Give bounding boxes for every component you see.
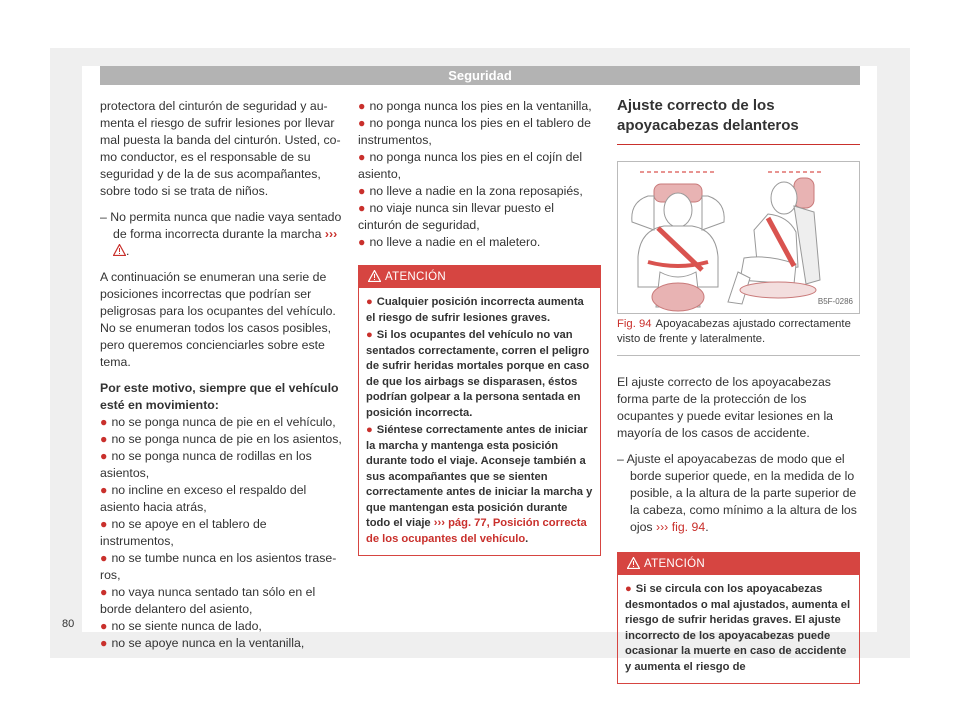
list-item: ● no vaya nunca sentado tan sólo en el borde delantero del asiento, [100, 585, 316, 616]
page-number: 80 [62, 618, 75, 630]
list-item: ● no lleve a nadie en el maletero. [358, 235, 541, 249]
warning-box [358, 265, 601, 556]
list-item: ● no se ponga nunca de rodillas en los asientos, [100, 449, 312, 480]
warning-title: ATENCIÓN [644, 558, 705, 570]
instruction-text: No permita nunca que nadie vaya sentado de forma incorrecta durante la marcha [110, 210, 342, 241]
warning-header [618, 553, 859, 575]
figure-code: B5F-0286 [817, 297, 853, 306]
warning-icon [627, 557, 640, 569]
list-item: ● no ponga nunca los pies en la ventanilla, [358, 99, 592, 113]
column-1 [100, 98, 343, 652]
list-item: ● no lleve a nadie en la zona reposapiés, [358, 184, 583, 198]
headrest-figure [617, 161, 860, 314]
warning-icon [368, 270, 381, 282]
instruction-item: – No permita nunca que nadie vaya sentado de forma incorrecta durante la marcha ››› . [100, 210, 342, 258]
list-item: ● no ponga nunca los pies en el cojín del asiento, [358, 150, 583, 181]
list-item: ● no ponga nunca los pies en el tablero de instrumentos, [358, 116, 591, 147]
list-item: ● no se siente nunca de lado, [100, 619, 262, 633]
warning-body [618, 575, 859, 683]
list-item: ● no incline en exceso el respaldo del asiento hacia atrás, [100, 483, 307, 514]
section-title: Ajuste correcto de los apoyacabezas delanteros [617, 96, 860, 145]
column-3 [617, 98, 860, 684]
headrest-illustration [618, 162, 859, 313]
page-reference-link[interactable]: ››› pág. 77, Posición correcta de los ocupantes del vehículo [366, 517, 587, 545]
warning-title: ATENCIÓN [385, 271, 446, 283]
list-item: ● no se ponga nunca de pie en el vehículo, [100, 415, 336, 429]
bullet-list [100, 414, 343, 652]
list-item: ● no viaje nunca sin llevar puesto el cinturón de seguridad, [358, 201, 555, 232]
reference-arrow[interactable]: ››› [324, 227, 338, 241]
section-header: Seguridad [100, 66, 860, 85]
instruction-item: – Ajuste el apoyacabezas de modo que el borde superior quede, en la medida de lo posible, a la altura de la parte superior de la cabeza, como mínimo a la altura de los ojos ››› fig. 94. [617, 452, 857, 534]
warning-body [359, 288, 600, 555]
list-item: ● no se apoye nunca en la ventanilla, [100, 636, 305, 650]
figure-reference-link[interactable]: ››› fig. 94 [655, 520, 706, 534]
figure-caption: Fig. 94 Apoyacabezas ajustado correctamente visto de frente y lateralmente. [617, 317, 860, 356]
warning-icon[interactable] [113, 244, 126, 256]
warning-box [617, 552, 860, 684]
column-2 [358, 98, 601, 556]
warning-item: ● Si se circula con los apoyacabezas desmontados o mal ajustados, aumenta el riesgo de sufrir heridas graves. El ajuste incorrecto de los apoyacabezas puede ocasionar la muerte en caso de accidente y aumenta el riesgo de [625, 583, 851, 673]
list-item: ● no se apoye en el tablero de instrumentos, [100, 517, 267, 548]
warning-item: ● Si los ocupantes del vehículo no van sentados correctamente, corren el peligro de sufrir heridas mortales porque en caso de que los airbags se disparasen, éstos podrían golpear a la persona sentada en posición incorrecta. [366, 329, 590, 419]
bullet-list [358, 98, 601, 251]
paragraph-bold: Por este motivo, siempre que el vehículo esté en movimiento: [100, 381, 339, 412]
paragraph: El ajuste correcto de los apoyacabezas forma parte de la protección de los ocupantes y puede evitar lesiones en la mayoría de los casos de accidente. [617, 375, 834, 440]
paragraph: protectora del cinturón de seguridad y aumenta el riesgo de sufrir lesiones por llevar mal puesta la banda del cinturón. Usted, como conductor, es el responsable de su seguridad y de la de sus acompañantes, sobre todo si se trata de niños. [100, 99, 341, 198]
list-item: ● no se tumbe nunca en los asientos traseros, [100, 551, 337, 582]
paragraph: A continuación se enumeran una serie de posiciones incorrectas que podrían ser peligrosas para los ocupantes del vehículo. No se enumeran todos los casos posibles, pero queremos concienciarles sobre este tema. [100, 270, 336, 369]
list-item: ● no se ponga nunca de pie en los asientos, [100, 432, 342, 446]
warning-item: ● Siéntese correctamente antes de iniciar la marcha y mantenga esta posición durante todo el viaje. Aconseje también a sus acompañantes que se sienten correctamente antes de iniciar la marcha y que mantengan esta posición durante todo el viaje ››› pág. 77, Posición correcta de los ocupantes del vehículo. [366, 424, 593, 545]
warning-header [359, 266, 600, 288]
warning-item: ● Cualquier posición incorrecta aumenta el riesgo de sufrir lesiones graves. [366, 296, 584, 324]
